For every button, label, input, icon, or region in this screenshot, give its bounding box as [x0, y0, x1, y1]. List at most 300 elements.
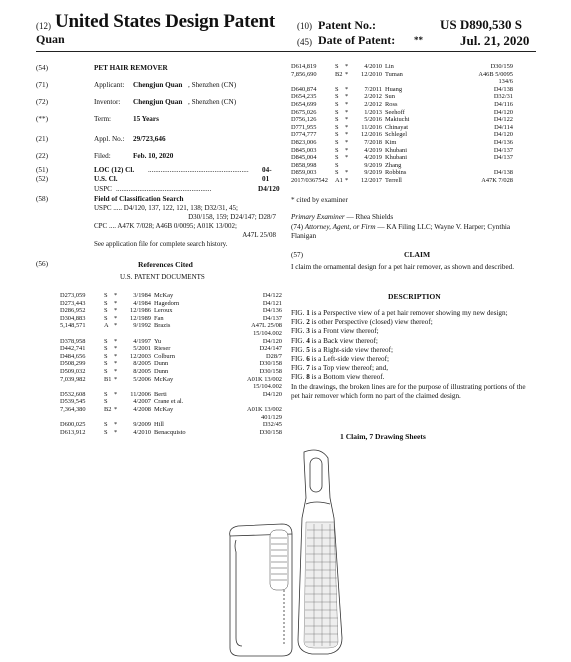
ref-asterisk: [345, 162, 353, 170]
ref-class: D4/137: [493, 146, 513, 154]
ref-inventor: McKay: [154, 292, 174, 299]
ref-class: D4/137: [493, 154, 513, 162]
ref-number: D304,883: [60, 314, 86, 322]
ref-asterisk: *: [114, 299, 118, 307]
search-line: CPC .... A47K 7/028; A46B 0/0095; A01K 13/002;: [94, 222, 237, 230]
ref-asterisk: *: [114, 345, 118, 353]
reference-row: [291, 162, 513, 170]
ref-class: D4/120: [262, 390, 282, 398]
fig-number: 5: [306, 345, 310, 354]
figure-description: [291, 373, 536, 382]
term-stars: **: [414, 35, 423, 45]
reference-row: [60, 383, 282, 391]
examiner-name: — Rhea Shields: [344, 213, 394, 221]
ref-inventor: Terrell: [385, 176, 402, 184]
reference-row: [60, 421, 282, 429]
reference-row: [291, 131, 513, 139]
ref-class: D4/120: [262, 337, 282, 345]
ref-date: 11/2016: [361, 123, 382, 131]
figure-description: [291, 355, 536, 364]
ref-date: 4/2007: [133, 398, 151, 406]
leader-dots: .....................................................: [116, 185, 212, 193]
ref-class: 15/104.002: [253, 383, 282, 391]
fig-prefix: FIG.: [291, 327, 305, 336]
ref-asterisk: [114, 330, 122, 338]
loc-label: LOC (12) Cl.: [94, 166, 135, 174]
ref-kind: [104, 330, 114, 338]
ref-date: 5/2016: [364, 116, 382, 124]
field-of-search-body: [94, 204, 276, 249]
ref-number: [60, 383, 104, 391]
ref-number: D774,777: [291, 131, 317, 139]
ref-number: 7,364,380: [60, 405, 86, 413]
ref-kind: S: [104, 314, 108, 322]
ref-asterisk: *: [114, 337, 118, 345]
claim-text: I claim the ornamental design for a pet hair remover, as shown and described.: [291, 263, 515, 271]
ref-class: A01K 13/002: [247, 375, 282, 383]
ref-kind: S: [335, 93, 339, 101]
ref-number: D614,819: [291, 63, 317, 70]
ref-asterisk: *: [345, 100, 349, 108]
ref-inventor: Brazis: [154, 322, 171, 330]
claims-count: 1 Claim, 7 Drawing Sheets: [340, 432, 426, 441]
uspc-label: USPC: [94, 185, 112, 193]
ref-date: 9/2019: [364, 161, 382, 169]
fig-prefix: FIG.: [291, 373, 305, 382]
ref-number: D442,741: [60, 345, 86, 353]
ref-asterisk: *: [345, 176, 349, 184]
ref-asterisk: *: [345, 63, 349, 70]
ref-kind: A1: [335, 176, 343, 184]
ref-kind: S: [104, 307, 108, 315]
field-code: (54): [36, 64, 48, 72]
reference-row: [60, 429, 282, 437]
ref-date: 5/2001: [133, 345, 151, 353]
filed-date: Feb. 10, 2020: [133, 152, 174, 160]
ref-asterisk: *: [114, 405, 118, 413]
ref-kind: B2: [335, 70, 343, 78]
ref-class: D30/158: [259, 428, 282, 436]
reference-row: [60, 292, 282, 300]
reference-row: [291, 147, 513, 155]
ref-kind: S: [104, 360, 108, 368]
ref-asterisk: [114, 398, 122, 406]
ref-inventor: Sun: [385, 93, 395, 101]
ref-date: 4/2019: [364, 154, 382, 162]
figure-description: [291, 309, 536, 318]
appl-no-value: 29/723,646: [133, 135, 166, 143]
ref-number: D600,025: [60, 421, 86, 429]
fig-text: is a Front view thereof;: [309, 327, 379, 336]
date-label: Date of Patent:: [318, 33, 396, 47]
ref-number: D286,952: [60, 307, 86, 315]
ref-kind: A: [104, 322, 109, 330]
ref-inventor: [385, 78, 473, 86]
ref-kind: S: [335, 161, 339, 169]
ref-inventor: Lin: [385, 63, 394, 70]
ref-number: D654,235: [291, 93, 317, 101]
ref-kind: [104, 383, 114, 391]
reference-row: [60, 315, 282, 323]
patent-number: US D890,530 S: [440, 17, 522, 32]
field-code: (74): [291, 223, 303, 231]
ref-class: D32/45: [262, 421, 282, 429]
appl-no-label: Appl. No.:: [94, 135, 125, 143]
ref-class: D4/138: [493, 85, 513, 93]
reference-row: [60, 330, 282, 338]
ref-number: D273,059: [60, 292, 86, 299]
reference-row: [291, 109, 513, 117]
title-of-design: PET HAIR REMOVER: [94, 64, 168, 72]
ref-kind: S: [104, 352, 108, 360]
ref-class: D30/158: [259, 367, 282, 375]
ref-inventor: Ross: [385, 100, 398, 108]
brush-pad: [304, 522, 338, 648]
uspc-value: D4/120: [258, 185, 280, 193]
search-line: A47L 25/08: [242, 231, 276, 239]
ref-kind: S: [335, 116, 339, 124]
ref-inventor: Dunn: [154, 360, 169, 368]
ref-asterisk: *: [345, 138, 349, 146]
ref-asterisk: *: [345, 169, 349, 177]
term-value: 15 Years: [133, 115, 159, 123]
ref-asterisk: *: [114, 314, 118, 322]
figure-list: [291, 309, 536, 383]
ref-inventor: McKay: [154, 405, 174, 413]
ref-inventor: Hagedorn: [154, 299, 180, 307]
fig-number: 7: [306, 364, 310, 373]
ref-date: 12/1989: [130, 314, 151, 322]
ref-class: A01K 13/002: [247, 405, 282, 413]
reference-row: [291, 71, 513, 79]
ref-kind: S: [335, 100, 339, 108]
reference-row: [291, 101, 513, 109]
ref-class: D4/121: [262, 299, 282, 307]
reference-row: [291, 93, 513, 101]
attorney-name: — KA Filing LLC; Wayne V. Harper; Cynthia Flanigan: [291, 223, 511, 241]
ref-asterisk: [345, 78, 353, 86]
claim-code: (57): [291, 251, 303, 259]
ref-number: D613,912: [60, 428, 86, 436]
ref-class: [242, 398, 282, 406]
ref-number: D675,026: [291, 108, 317, 116]
reference-row: [60, 391, 282, 399]
ref-class: D4/122: [262, 292, 282, 299]
fig-text: is a Back view thereof;: [309, 336, 378, 345]
ref-kind: [335, 78, 345, 86]
ref-inventor: Berti: [154, 390, 167, 398]
ref-kind: S: [104, 345, 108, 353]
ref-inventor: Tuman: [385, 70, 403, 78]
ref-number: 2017/0367542: [291, 176, 328, 184]
reference-row: [291, 78, 513, 86]
ref-asterisk: *: [345, 93, 349, 101]
applicant-name: Chengjun Quan: [133, 81, 183, 89]
ref-date: 2/2012: [364, 100, 382, 108]
figure-description: [291, 364, 536, 373]
ref-inventor: Khubani: [385, 154, 408, 162]
ref-class: 401/129: [261, 413, 282, 421]
claim-title: CLAIM: [404, 250, 431, 259]
ref-class: A46B 5/0095: [478, 70, 513, 78]
ref-date: 9/2019: [364, 169, 382, 177]
ref-number: [60, 414, 104, 422]
inventor-short-name: Quan: [36, 32, 65, 46]
ref-kind: S: [104, 398, 108, 406]
fig-text: is other Perspective (closed) view thereof;: [309, 318, 433, 327]
ref-asterisk: *: [114, 322, 118, 330]
ref-number: 7,856,690: [291, 70, 317, 78]
doc-kind-code: (12): [36, 21, 51, 31]
ref-number: D771,955: [291, 123, 317, 131]
filed-label: Filed:: [94, 152, 111, 160]
ref-number: D823,006: [291, 138, 317, 146]
ref-number: 5,148,571: [60, 322, 86, 330]
ref-kind: S: [335, 131, 339, 139]
leader-dots: ........................................................: [148, 166, 249, 174]
ref-kind: S: [104, 421, 108, 429]
ref-date: 8/2005: [133, 367, 151, 375]
ref-date: 7/2011: [364, 85, 382, 93]
ref-asterisk: *: [114, 292, 118, 299]
ref-kind: S: [335, 154, 339, 162]
ref-asterisk: *: [114, 307, 118, 315]
ref-date: [353, 78, 385, 86]
ref-date: 5/2006: [133, 375, 151, 383]
ref-kind: S: [104, 337, 108, 345]
figure-description: [291, 327, 536, 336]
ref-class: A47L 25/08: [251, 322, 282, 330]
ref-inventor: Makiuchi: [385, 116, 410, 124]
ref-asterisk: [114, 383, 122, 391]
search-line: D30/158, 159; D24/147; D28/7: [188, 213, 276, 221]
ref-date: 4/1984: [133, 299, 151, 307]
fig-prefix: FIG.: [291, 364, 305, 373]
fig-prefix: FIG.: [291, 318, 305, 327]
ref-asterisk: [114, 414, 122, 422]
ref-kind: S: [104, 299, 108, 307]
ref-date: 2/2012: [364, 93, 382, 101]
reference-row: [60, 353, 282, 361]
field-code: (51): [36, 166, 48, 174]
reference-row: [60, 414, 282, 422]
ref-class: D24/147: [259, 345, 282, 353]
ref-inventor: Fan: [154, 314, 164, 322]
applicant-label: Applicant:: [94, 81, 125, 89]
ref-number: D654,699: [291, 100, 317, 108]
ref-date: 4/1997: [133, 337, 151, 345]
ref-date: 7/2018: [364, 138, 382, 146]
ref-kind: S: [335, 108, 339, 116]
reference-row: [60, 300, 282, 308]
ref-asterisk: *: [345, 146, 349, 154]
ref-inventor: Benacquisto: [154, 428, 186, 436]
ref-inventor: McKay: [154, 375, 174, 383]
reference-row: [291, 124, 513, 132]
reference-row: [291, 169, 513, 177]
examiner-label: Primary Examiner: [291, 213, 345, 221]
ref-inventor: Kim: [385, 138, 397, 146]
reference-row: [291, 63, 513, 71]
ref-number: D640,874: [291, 85, 317, 93]
ref-asterisk: *: [114, 421, 118, 429]
field-code: (52): [36, 175, 48, 183]
ref-class: D4/120: [493, 108, 513, 116]
reference-row: [60, 376, 282, 384]
fig-text: is a Right-side view thereof;: [309, 345, 394, 354]
ref-number: D539,545: [60, 398, 86, 406]
inventor-location: , Shenzhen (CN): [188, 98, 237, 106]
references-right-table: [291, 63, 513, 185]
field-code: (58): [36, 195, 48, 203]
fig-text: is a Left-side view thereof;: [309, 355, 390, 364]
inventor-label: Inventor:: [94, 98, 121, 106]
ref-inventor: Leroux: [154, 307, 173, 315]
references-left-table: [60, 292, 282, 436]
ref-date: 4/2008: [133, 405, 151, 413]
loc-value: 04-01: [262, 166, 272, 183]
ref-asterisk: *: [345, 154, 349, 162]
ref-class: 134/6: [498, 78, 513, 86]
search-line: USPC ..... D4/120, 137, 122, 121, 138; D32/31, 45;: [94, 204, 238, 212]
ref-class: D28/7: [266, 352, 282, 360]
reference-row: [60, 398, 282, 406]
ref-date: 9/1992: [133, 322, 151, 330]
patent-no-code: (10): [297, 21, 312, 31]
fig-prefix: FIG.: [291, 345, 305, 354]
ref-inventor: Yu: [154, 337, 162, 345]
ref-class: D4/116: [494, 100, 513, 108]
ref-inventor: Schlegel: [385, 131, 408, 139]
reference-row: [291, 154, 513, 162]
applicant-location: , Shenzhen (CN): [188, 81, 237, 89]
ref-kind: S: [104, 292, 108, 299]
ref-inventor: [154, 330, 242, 338]
figure-description: [291, 318, 536, 327]
ref-inventor: [154, 383, 242, 391]
ref-inventor: [154, 414, 242, 422]
ref-date: 12/2016: [361, 131, 382, 139]
ref-number: D845,004: [291, 154, 317, 162]
ref-kind: S: [335, 169, 339, 177]
ref-class: 15/104.002: [253, 329, 282, 337]
ref-inventor: Rieser: [154, 345, 171, 353]
cited-by-examiner: * cited by examiner: [291, 196, 348, 204]
description-title: DESCRIPTION: [388, 292, 441, 301]
ref-date: [122, 330, 154, 338]
reference-row: [291, 116, 513, 124]
ref-class: D4/136: [262, 307, 282, 315]
ref-asterisk: *: [345, 123, 349, 131]
ref-class: D4/137: [262, 314, 282, 322]
ref-asterisk: *: [345, 108, 349, 116]
ref-kind: S: [335, 63, 339, 70]
ref-date: 12/2003: [130, 352, 151, 360]
inventor-name: Chengjun Quan: [133, 98, 183, 106]
ref-class: D30/158: [259, 360, 282, 368]
ref-asterisk: *: [114, 360, 118, 368]
ref-date: 12/2010: [361, 70, 382, 78]
ref-date: 4/2010: [364, 63, 382, 70]
ref-class: D32/31: [493, 93, 513, 101]
ref-inventor: Chinayat: [385, 123, 409, 131]
ref-date: 4/2010: [133, 428, 151, 436]
fig-number: 3: [306, 327, 310, 336]
roller-brush: [270, 530, 288, 590]
ref-date: [122, 414, 154, 422]
reference-row: [291, 86, 513, 94]
ref-number: D508,299: [60, 360, 86, 368]
field-code: (**): [36, 115, 48, 123]
patent-no-label: Patent No.:: [318, 18, 376, 32]
us-cl-label: U.S. Cl.: [94, 175, 118, 183]
ref-date: 11/2006: [130, 390, 151, 398]
document-title: United States Design Patent: [55, 11, 275, 32]
ref-class: D4/122: [493, 116, 513, 124]
ref-class: D4/138: [493, 169, 513, 177]
ref-inventor: Colburn: [154, 352, 175, 360]
field-code: (71): [36, 81, 48, 89]
ref-inventor: Robbins: [385, 169, 407, 177]
ref-date: 3/1984: [133, 292, 151, 299]
ref-number: [291, 78, 335, 86]
ref-inventor: Dunn: [154, 367, 169, 375]
primary-examiner: [291, 213, 536, 222]
figure-description: [291, 337, 536, 346]
fig-prefix: FIG.: [291, 355, 305, 364]
ref-inventor: Seehoff: [385, 108, 405, 116]
reference-row: [60, 345, 282, 353]
ref-number: D845,003: [291, 146, 317, 154]
ref-class: A47K 7/028: [481, 176, 513, 184]
us-patent-docs-heading: U.S. PATENT DOCUMENTS: [120, 273, 205, 281]
ref-number: [60, 330, 104, 338]
field-code: (22): [36, 152, 48, 160]
fig-text: is a Perspective view of a pet hair remover showing my new design;: [309, 309, 508, 317]
ref-asterisk: *: [345, 70, 349, 78]
ref-date: 1/2013: [364, 108, 382, 116]
ref-asterisk: *: [114, 375, 118, 383]
ref-date: [122, 383, 154, 391]
reference-row: [291, 177, 513, 185]
ref-kind: S: [335, 123, 339, 131]
reference-row: [60, 360, 282, 368]
ref-inventor: Zhang: [385, 161, 402, 169]
fig-number: 2: [306, 318, 310, 327]
ref-number: D532,608: [60, 390, 86, 398]
ref-class: D4/120: [493, 131, 513, 139]
fig-prefix: FIG.: [291, 336, 305, 345]
pet-hair-remover-drawing: [210, 448, 380, 658]
field-of-search-label: Field of Classification Search: [94, 195, 184, 203]
fig-number: 1: [306, 309, 310, 317]
ref-class: D4/136: [493, 138, 513, 146]
ref-number: D859,003: [291, 169, 317, 177]
field-code: (72): [36, 98, 48, 106]
attorney-label: Attorney, Agent, or Firm: [304, 223, 376, 231]
ref-inventor: Huang: [385, 85, 403, 93]
ref-number: D756,126: [291, 116, 317, 124]
ref-number: D509,032: [60, 367, 86, 375]
ref-kind: S: [335, 85, 339, 93]
fig-number: 4: [306, 336, 310, 345]
fig-number: 8: [306, 373, 310, 382]
ref-kind: S: [104, 390, 108, 398]
patent-date: Jul. 21, 2020: [460, 33, 530, 48]
ref-kind: S: [335, 146, 339, 154]
fig-text: is a Bottom view thereof.: [309, 373, 385, 382]
ref-asterisk: *: [114, 367, 118, 375]
